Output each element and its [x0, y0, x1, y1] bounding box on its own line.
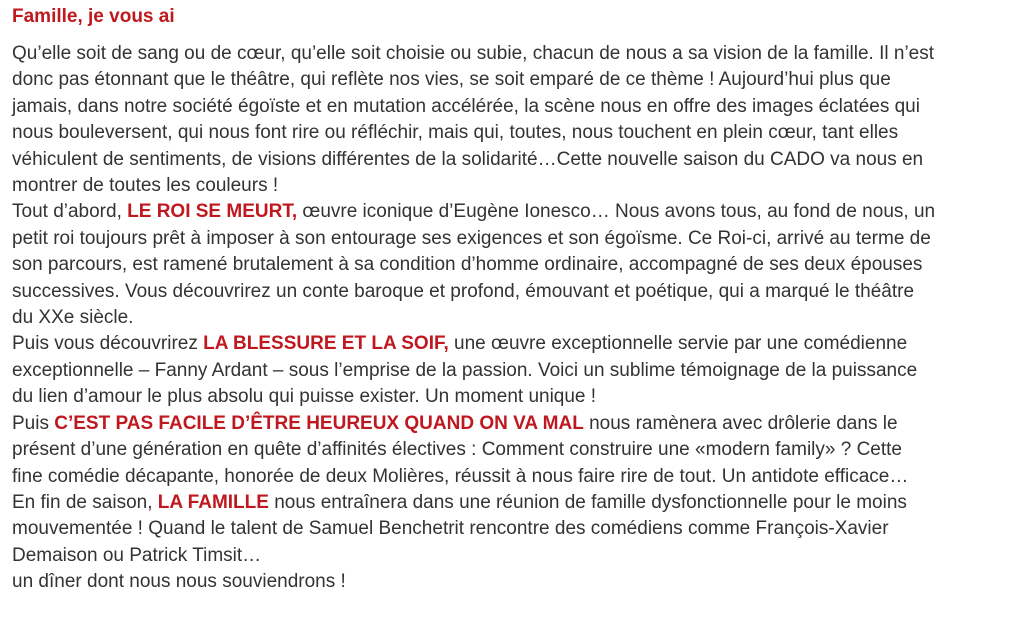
paragraph-line: mouvementée ! Quand le talent de Samuel Benchetrit rencontre des comédiens comme François-Xavier [12, 518, 889, 540]
paragraph-lead: Puis [12, 412, 55, 434]
paragraph-line: exceptionnelle – Fanny Ardant – sous l’emprise de la passion. Voici un sublime témoignage de la puissance [12, 359, 918, 381]
paragraph-lead: Tout d’abord, [12, 201, 128, 223]
paragraph-line: du lien d’amour le plus absolu qui puisse exister. Un moment unique ! [12, 386, 597, 408]
paragraph-line: son parcours, est ramené brutalement à sa condition d’homme ordinaire, accompagné de ses deux épouses [12, 254, 923, 276]
paragraph-line: du XXe siècle. [12, 307, 134, 329]
intro-line: jamais, dans notre société égoïste et en mutation accélérée, la scène nous en offre des images éclatées qui [12, 95, 920, 117]
paragraph-cest-pas-facile [12, 411, 1012, 490]
intro-paragraph [12, 41, 1012, 199]
paragraph-la-blessure-et-la-soif [12, 331, 1012, 410]
closing-line [12, 569, 1012, 595]
article-body [12, 41, 1012, 596]
paragraph-rest: nous ramènera avec drôlerie dans le [583, 412, 898, 434]
paragraph-line: fine comédie décapante, honorée de deux Molières, réussit à nous faire rire de tout. Un antidote efficace… [12, 465, 909, 487]
show-title-le-roi-se-meurt: LE ROI SE MEURT, [127, 201, 298, 223]
paragraph-lead: En fin de saison, [12, 491, 158, 513]
show-title-la-famille: LA FAMILLE [157, 491, 269, 513]
show-title-la-blessure-et-la-soif: LA BLESSURE ET LA SOIF, [203, 333, 449, 355]
intro-line: Qu’elle soit de sang ou de cœur, qu’elle soit choisie ou subie, chacun de nous a sa vision de la famille. Il n’est [12, 43, 935, 64]
paragraph-line: présent d’une génération en quête d’affinités électives : Comment construire une «modern family» ? Cette [12, 439, 902, 461]
paragraph-first-line [12, 411, 1012, 437]
paragraph-first-line [12, 490, 1012, 516]
paragraph-line: Demaison ou Patrick Timsit… [12, 544, 262, 566]
paragraph-first-line [12, 199, 1012, 225]
intro-line: nous bouleversent, qui nous font rire ou réfléchir, mais qui, toutes, nous touchent en plein cœur, tant elles [12, 122, 899, 144]
closing-text: un dîner dont nous nous souviendrons ! [12, 571, 346, 593]
paragraph-first-line [12, 331, 1012, 357]
paragraph-rest: nous entraînera dans une réunion de famille dysfonctionnelle pour le moins [268, 491, 907, 513]
paragraph-line: successives. Vous découvrirez un conte baroque et profond, émouvant et poétique, qui a marqué le théâtre [12, 280, 915, 302]
show-title-cest-pas-facile: C’EST PAS FACILE D’ÊTRE HEUREUX QUAND ON VA MAL [54, 412, 584, 434]
paragraph-le-roi-se-meurt [12, 199, 1012, 331]
paragraph-lead: Puis vous découvrirez [12, 333, 204, 355]
paragraph-la-famille [12, 490, 1012, 569]
paragraph-rest: une œuvre exceptionnelle servie par une comédienne [448, 333, 908, 355]
paragraph-line: petit roi toujours prêt à imposer à son entourage ses exigences et son égoïsme. Ce Roi-ci, arrivé au terme de [12, 227, 931, 249]
article-title: Famille, je vous ai [12, 6, 175, 27]
intro-line: montrer de toutes les couleurs ! [12, 175, 279, 197]
intro-line: véhiculent de sentiments, de visions différentes de la solidarité…Cette nouvelle saison du CADO va nous en [12, 148, 924, 170]
intro-line: donc pas étonnant que le théâtre, qui reflète nos vies, se soit emparé de ce thème ! Aujourd’hui plus que [12, 69, 891, 91]
paragraph-rest: œuvre iconique d’Eugène Ionesco… Nous avons tous, au fond de nous, un [297, 201, 936, 223]
